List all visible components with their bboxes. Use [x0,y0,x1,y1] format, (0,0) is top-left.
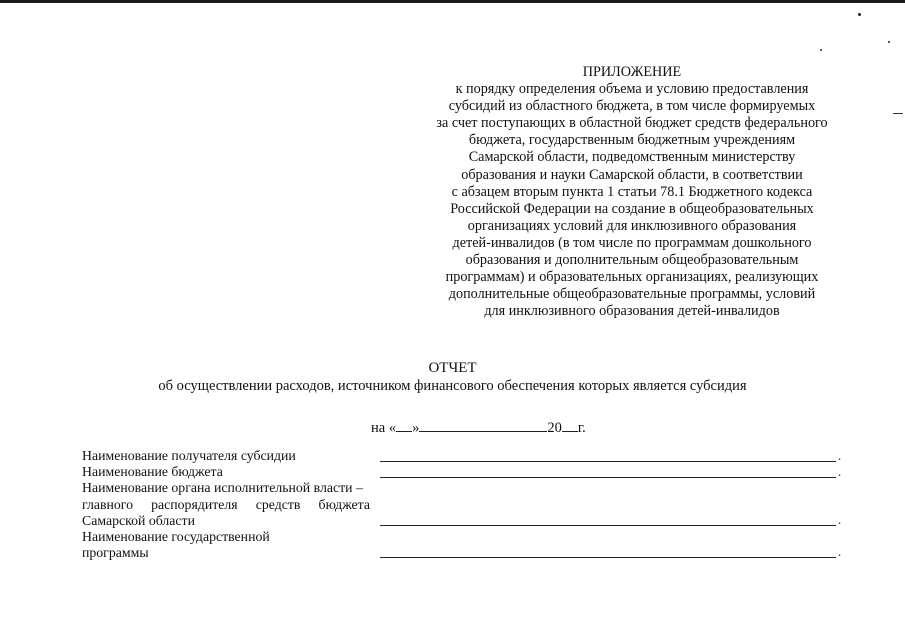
report-subtitle: об осуществлении расходов, источником финансового обеспечения которых является субсидия [158,378,747,394]
appendix-line: к порядку определения объема и условию предоставления [455,81,809,98]
appendix-line: с абзацем вторым пункта 1 статьи 78.1 Бюджетного кодекса [451,183,813,200]
report-title: ОТЧЕТ [428,360,477,376]
authority-label-line: Наименование органа исполнительной власти – [82,480,363,496]
appendix-line: образования и науки Самарской области, в соответствии [461,166,803,183]
authority-dot: . [838,512,842,527]
recipient-dot: . [838,448,842,463]
appendix-line: организациях условий для инклюзивного образования [467,217,797,234]
program-label-line: программы [82,545,149,561]
date-suffix: г. [577,420,586,436]
authority-label-line: главного распорядителя средств бюджета [82,496,370,512]
month-blank[interactable] [419,417,547,432]
appendix-line: образования и дополнительным общеобразовательным [465,252,799,269]
appendix-line: дополнительные общеобразовательные программы, условий [448,286,816,303]
appendix-line: Самарской области, подведомственным министерству [468,149,796,166]
appendix-line: за счет поступающих в областной бюджет средств федерального [436,115,828,132]
day-blank[interactable] [396,417,412,432]
appendix-line: для инклюзивного образования детей-инвалидов [484,303,780,320]
recipient-blank[interactable] [380,461,836,462]
report-fields [82,448,370,561]
scan-speck [888,41,890,43]
scan-mark [893,113,903,114]
program-blank[interactable] [380,557,836,558]
scan-speck [820,49,822,51]
scan-top-edge [0,0,905,3]
date-quote-close: » [412,420,420,436]
year-blank[interactable] [562,417,578,432]
appendix-line: субсидий из областного бюджета, в том числе формируемых [448,98,816,115]
scan-speck [858,13,861,16]
appendix-line: бюджета, государственным бюджетным учреждениям [468,132,796,149]
appendix-line: детей-инвалидов (в том числе по программам дошкольного [452,234,812,251]
budget-dot: . [838,464,842,479]
appendix-block [380,64,884,320]
program-label-line: Наименование государственной [82,529,270,545]
recipient-label: Наименование получателя субсидии [82,448,296,463]
year-prefix: 20 [547,420,562,436]
report-date-line [371,417,586,437]
appendix-line: программам) и образовательных организациях, реализующих [445,269,819,286]
program-dot: . [838,544,842,559]
authority-blank[interactable] [380,525,836,526]
budget-label: Наименование бюджета [82,464,223,480]
budget-blank[interactable] [380,477,836,478]
date-prefix: на « [371,420,397,436]
authority-label-line: Самарской области [82,512,195,528]
appendix-line: Российской Федерации на создание в общеобразовательных [450,200,814,217]
appendix-title: ПРИЛОЖЕНИЕ [582,64,682,80]
